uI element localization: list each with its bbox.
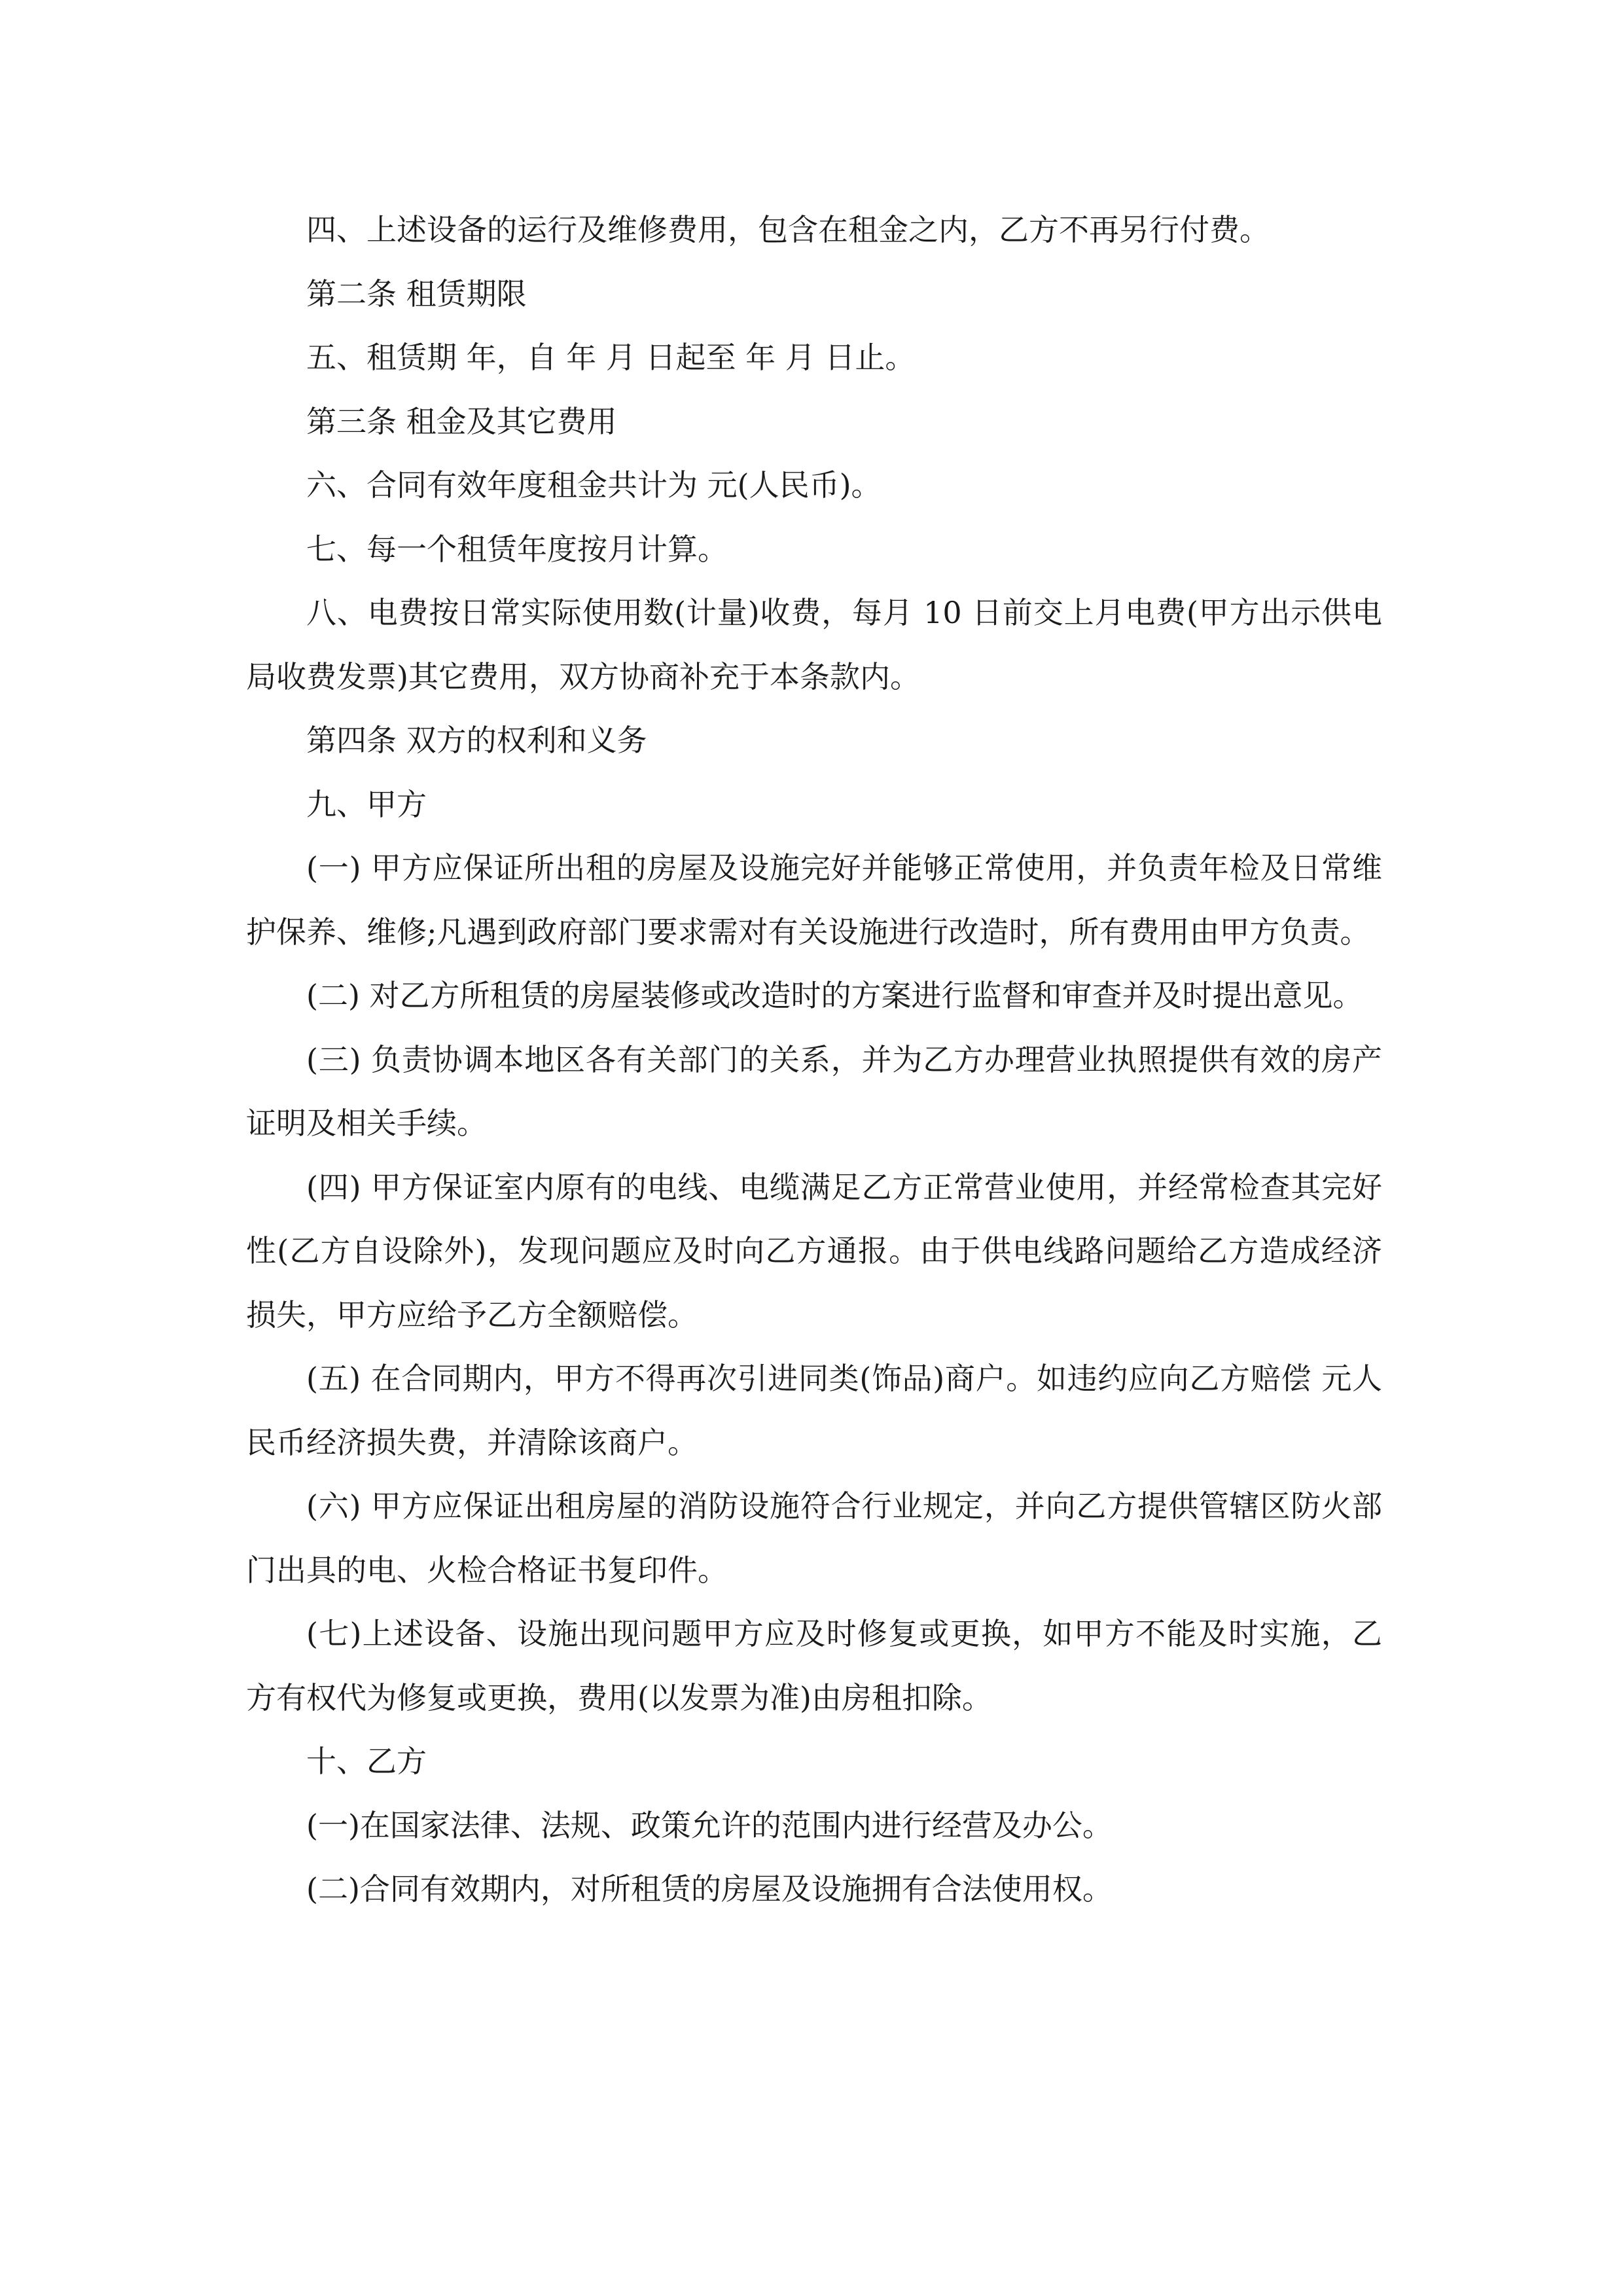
clause-a-1: (一) 甲方应保证所出租的房屋及设施完好并能够正常使用，并负责年检及日常维护保养、维修;凡遇到政府部门要求需对有关设施进行改造时，所有费用由甲方负责。: [246, 850, 1382, 950]
paragraph-annual-rent: 六、合同有效年度租金共计为 元(人民币)。: [306, 467, 882, 503]
heading-article-2: 第二条 租赁期限: [306, 276, 527, 312]
paragraph-monthly-calc: 七、每一个租赁年度按月计算。: [306, 531, 728, 567]
clause-a-4: (四) 甲方保证室内原有的电线、电缆满足乙方正常营业使用，并经常检查其完好性(乙方自设除外)，发现问题应及时向乙方通报。由于供电线路问题给乙方造成经济损失，甲方应给予乙方全额赔偿。: [246, 1169, 1382, 1333]
heading-article-3: 第三条 租金及其它费用: [306, 403, 617, 439]
clause-a-7: (七)上述设备、设施出现问题甲方应及时修复或更换，如甲方不能及时实施，乙方有权代为修复或更换，费用(以发票为准)由房租扣除。: [246, 1616, 1382, 1715]
clause-a-5: (五) 在合同期内，甲方不得再次引进同类(饰品)商户。如违约应向乙方赔偿 元人民币经济损失费，并清除该商户。: [246, 1361, 1382, 1460]
clause-b-2: (二)合同有效期内，对所租赁的房屋及设施拥有合法使用权。: [306, 1871, 1113, 1907]
heading-article-4: 第四条 双方的权利和义务: [306, 723, 647, 758]
clause-b-1: (一)在国家法律、法规、政策允许的范围内进行经营及办公。: [306, 1807, 1113, 1843]
paragraph-lease-term: 五、租赁期 年，自 年 月 日起至 年 月 日止。: [306, 340, 916, 375]
clause-a-2: (二) 对乙方所租赁的房屋装修或改造时的方案进行监督和审查并及时提出意见。: [306, 978, 1363, 1013]
clause-a-3: (三) 负责协调本地区各有关部门的关系，并为乙方办理营业执照提供有效的房产证明及相关手续。: [246, 1041, 1382, 1141]
heading-party-b: 十、乙方: [306, 1744, 427, 1779]
clause-a-6: (六) 甲方应保证出租房屋的消防设施符合行业规定，并向乙方提供管辖区防火部门出具的电、火检合格证书复印件。: [246, 1488, 1382, 1588]
document-body: [246, 198, 1382, 1922]
heading-party-a: 九、甲方: [306, 786, 427, 822]
paragraph-maintenance-fees: 四、上述设备的运行及维修费用，包含在租金之内，乙方不再另行付费。: [306, 212, 1270, 247]
paragraph-electricity: 八、电费按日常实际使用数(计量)收费，每月 10 日前交上月电费(甲方出示供电局收费发票)其它费用，双方协商补充于本条款内。: [246, 595, 1382, 694]
